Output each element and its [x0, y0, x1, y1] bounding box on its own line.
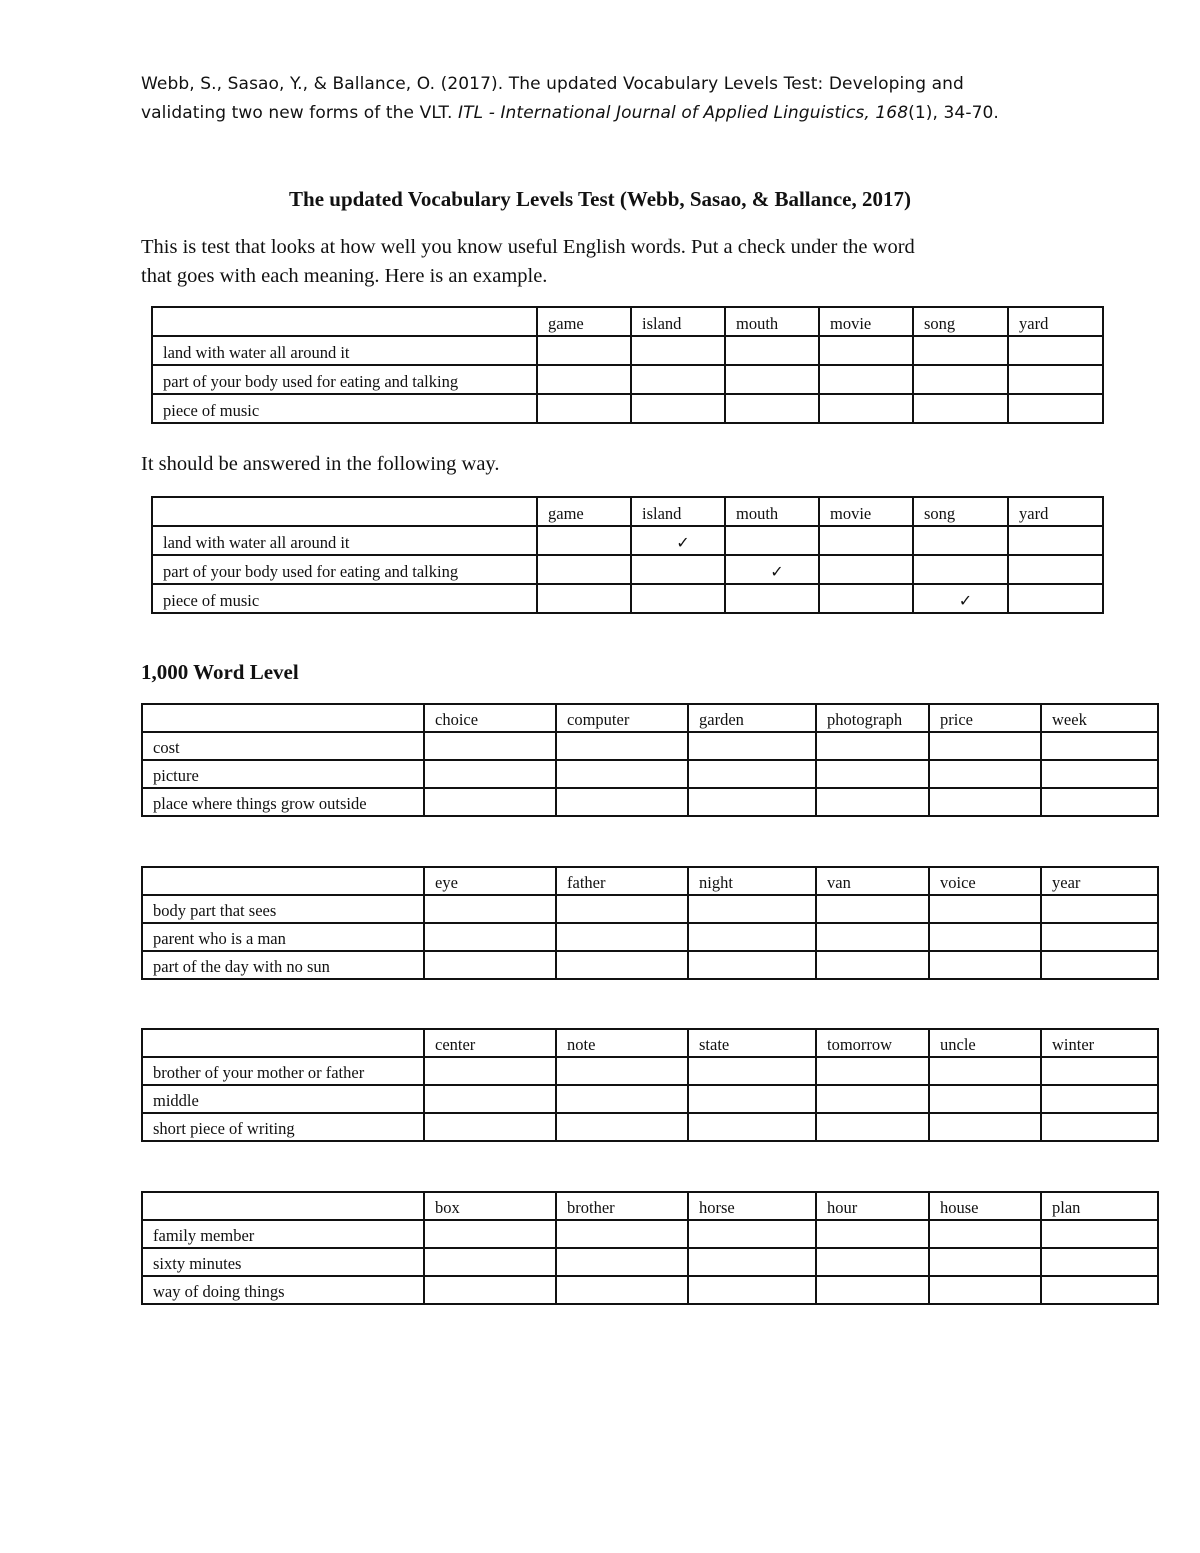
answer-cell[interactable] [816, 788, 929, 816]
meaning-label: middle [142, 1085, 424, 1113]
meaning-row [142, 788, 1158, 816]
word-header: father [556, 867, 688, 895]
meaning-label: place where things grow outside [142, 788, 424, 816]
answer-cell[interactable] [1041, 1057, 1158, 1085]
word-header: plan [1041, 1192, 1158, 1220]
word-header: note [556, 1029, 688, 1057]
meaning-label: parent who is a man [142, 923, 424, 951]
meaning-label: way of doing things [142, 1276, 424, 1304]
answer-cell[interactable] [816, 1113, 929, 1141]
answer-cell[interactable] [1041, 1085, 1158, 1113]
answer-cell[interactable] [816, 951, 929, 979]
answer-cell[interactable] [424, 923, 556, 951]
meaning-row [142, 1276, 1158, 1304]
word-header: movie [819, 497, 913, 526]
citation-prefix: validating two new forms of the VLT. [141, 103, 459, 123]
page-title: The updated Vocabulary Levels Test (Webb, Sasao, & Ballance, 2017) [289, 187, 911, 211]
answer-cell[interactable] [816, 1220, 929, 1248]
meaning-label: short piece of writing [142, 1113, 424, 1141]
instructions-line-1: This is test that looks at how well you know useful English words. Put a check under the word [141, 236, 915, 258]
meaning-row [142, 732, 1158, 760]
answer-cell[interactable] [913, 526, 1008, 555]
citation-line-1: Webb, S., Sasao, Y., & Ballance, O. (2017). The updated Vocabulary Levels Test: Developing and [141, 74, 964, 94]
answer-cell[interactable] [556, 1248, 688, 1276]
answer-cell[interactable] [1041, 760, 1158, 788]
corner-cell [142, 704, 424, 732]
answer-cell[interactable] [537, 394, 631, 423]
word-header: hour [816, 1192, 929, 1220]
word-header: mouth [725, 497, 819, 526]
answer-cell[interactable] [725, 336, 819, 365]
meaning-row [152, 365, 1103, 394]
answer-cell[interactable] [1041, 1220, 1158, 1248]
answer-cell[interactable] [424, 760, 556, 788]
meaning-label: family member [142, 1220, 424, 1248]
answer-cell[interactable] [537, 584, 631, 613]
word-header: night [688, 867, 816, 895]
answer-cell[interactable] [929, 951, 1041, 979]
meaning-row [142, 1248, 1158, 1276]
answer-cell[interactable] [929, 1248, 1041, 1276]
word-header: state [688, 1029, 816, 1057]
answer-cell[interactable] [688, 1085, 816, 1113]
meaning-row [142, 1113, 1158, 1141]
meaning-label: part of your body used for eating and talking [152, 555, 537, 584]
citation-issue: (1), 34-70. [908, 103, 999, 123]
word-header: song [913, 307, 1008, 336]
corner-cell [142, 867, 424, 895]
answer-cell[interactable] [556, 895, 688, 923]
instructions-line-2: that goes with each meaning. Here is an example. [141, 265, 548, 287]
citation-line-2 [141, 99, 1101, 128]
answer-cell[interactable] [1041, 1276, 1158, 1304]
level-heading: 1,000 Word Level [141, 660, 299, 684]
answer-cell[interactable] [819, 584, 913, 613]
meaning-label: sixty minutes [142, 1248, 424, 1276]
meaning-label: land with water all around it [152, 336, 537, 365]
answer-cell[interactable] [725, 584, 819, 613]
meaning-label: part of your body used for eating and talking [152, 365, 537, 394]
answer-cell[interactable] [537, 365, 631, 394]
answer-cell[interactable] [688, 732, 816, 760]
answer-cell[interactable] [556, 788, 688, 816]
answer-cell[interactable] [816, 895, 929, 923]
word-header: van [816, 867, 929, 895]
answer-cell[interactable] [816, 1057, 929, 1085]
answer-cell[interactable] [424, 1276, 556, 1304]
answer-cell[interactable] [725, 394, 819, 423]
corner-cell [152, 307, 537, 336]
answer-cell[interactable] [688, 788, 816, 816]
answer-cell[interactable] [688, 923, 816, 951]
answer-cell[interactable] [556, 923, 688, 951]
answer-cell[interactable] [631, 584, 725, 613]
meaning-label: piece of music [152, 394, 537, 423]
word-header: garden [688, 704, 816, 732]
meaning-row [142, 951, 1158, 979]
answer-cell[interactable] [929, 1113, 1041, 1141]
check-icon[interactable]: ✓ [631, 526, 725, 555]
answer-cell[interactable] [929, 760, 1041, 788]
answer-cell[interactable] [819, 555, 913, 584]
answer-cell[interactable] [1008, 584, 1103, 613]
meaning-row [142, 1057, 1158, 1085]
answer-cell[interactable] [631, 336, 725, 365]
answer-cell[interactable] [537, 336, 631, 365]
word-header: center [424, 1029, 556, 1057]
answer-cell[interactable] [1041, 732, 1158, 760]
word-header: horse [688, 1192, 816, 1220]
meaning-label: part of the day with no sun [142, 951, 424, 979]
answer-cell[interactable] [929, 1057, 1041, 1085]
answer-cell[interactable] [1008, 365, 1103, 394]
corner-cell [142, 1192, 424, 1220]
answer-cell[interactable] [929, 788, 1041, 816]
answer-cell[interactable] [688, 951, 816, 979]
answer-cell[interactable] [1041, 895, 1158, 923]
answer-cell[interactable] [631, 555, 725, 584]
word-header: yard [1008, 307, 1103, 336]
answer-cell[interactable] [1041, 1113, 1158, 1141]
answer-cell[interactable] [929, 1276, 1041, 1304]
example-table [151, 306, 1104, 424]
answer-cell[interactable] [913, 336, 1008, 365]
header-row [142, 1029, 1158, 1057]
answer-cell[interactable] [1041, 951, 1158, 979]
header-row [142, 1192, 1158, 1220]
answer-cell[interactable] [929, 732, 1041, 760]
word-header: eye [424, 867, 556, 895]
cluster-table [141, 703, 1159, 817]
meaning-label: brother of your mother or father [142, 1057, 424, 1085]
word-header: island [631, 497, 725, 526]
meaning-row [142, 1220, 1158, 1248]
answer-cell[interactable] [1008, 336, 1103, 365]
meaning-label: land with water all around it [152, 526, 537, 555]
answer-cell[interactable] [424, 732, 556, 760]
answer-cell[interactable] [424, 1113, 556, 1141]
answer-cell[interactable] [688, 895, 816, 923]
meaning-row [142, 923, 1158, 951]
answer-cell[interactable] [424, 951, 556, 979]
answer-cell[interactable] [556, 1113, 688, 1141]
answer-cell[interactable] [424, 895, 556, 923]
answer-cell[interactable] [424, 1248, 556, 1276]
answer-cell[interactable] [929, 895, 1041, 923]
answer-cell[interactable] [1041, 1248, 1158, 1276]
word-header: tomorrow [816, 1029, 929, 1057]
answer-cell[interactable] [1041, 923, 1158, 951]
meaning-row [142, 895, 1158, 923]
answer-cell[interactable] [688, 1248, 816, 1276]
answer-cell[interactable] [688, 1057, 816, 1085]
answer-cell[interactable] [816, 1248, 929, 1276]
answer-cell[interactable] [688, 1113, 816, 1141]
answered-label: It should be answered in the following way. [141, 453, 500, 475]
answer-cell[interactable] [424, 1057, 556, 1085]
answer-cell[interactable] [929, 1220, 1041, 1248]
answer-cell[interactable] [816, 760, 929, 788]
answer-cell[interactable] [819, 394, 913, 423]
answer-cell[interactable] [929, 923, 1041, 951]
meaning-row [152, 526, 1103, 555]
answer-cell[interactable] [913, 555, 1008, 584]
instructions [141, 233, 1061, 291]
word-header: choice [424, 704, 556, 732]
answer-cell[interactable] [913, 365, 1008, 394]
meaning-label: cost [142, 732, 424, 760]
word-header: island [631, 307, 725, 336]
answer-cell[interactable] [819, 526, 913, 555]
word-header: voice [929, 867, 1041, 895]
word-header: photograph [816, 704, 929, 732]
answer-cell[interactable] [816, 1276, 929, 1304]
word-header: game [537, 497, 631, 526]
word-header: song [913, 497, 1008, 526]
answer-cell[interactable] [424, 1085, 556, 1113]
answer-cell[interactable] [816, 1085, 929, 1113]
answer-cell[interactable] [725, 526, 819, 555]
header-row [142, 704, 1158, 732]
meaning-row [142, 760, 1158, 788]
word-header: uncle [929, 1029, 1041, 1057]
answer-cell[interactable] [556, 1085, 688, 1113]
word-header: year [1041, 867, 1158, 895]
meaning-row [152, 555, 1103, 584]
answer-cell[interactable] [631, 365, 725, 394]
answer-cell[interactable] [556, 732, 688, 760]
answer-cell[interactable] [556, 760, 688, 788]
answer-cell[interactable] [556, 1276, 688, 1304]
check-icon[interactable]: ✓ [725, 555, 819, 584]
answer-cell[interactable] [1008, 555, 1103, 584]
answer-cell[interactable] [556, 1220, 688, 1248]
answer-cell[interactable] [688, 1220, 816, 1248]
meaning-row [152, 584, 1103, 613]
cluster-table [141, 1028, 1159, 1142]
word-header: mouth [725, 307, 819, 336]
citation [141, 70, 1101, 128]
word-header: movie [819, 307, 913, 336]
cluster-table [141, 866, 1159, 980]
word-header: game [537, 307, 631, 336]
meaning-label: picture [142, 760, 424, 788]
answer-cell[interactable] [424, 788, 556, 816]
answered-example-table [151, 496, 1104, 614]
answer-cell[interactable] [537, 526, 631, 555]
word-header: brother [556, 1192, 688, 1220]
word-header: winter [1041, 1029, 1158, 1057]
answer-cell[interactable] [424, 1220, 556, 1248]
answer-cell[interactable] [913, 394, 1008, 423]
word-header: house [929, 1192, 1041, 1220]
answer-cell[interactable] [631, 394, 725, 423]
answer-cell[interactable] [688, 760, 816, 788]
answer-cell[interactable] [688, 1276, 816, 1304]
answer-cell[interactable] [556, 951, 688, 979]
answer-cell[interactable] [725, 365, 819, 394]
answer-cell[interactable] [556, 1057, 688, 1085]
check-icon[interactable]: ✓ [913, 584, 1008, 613]
meaning-label: body part that sees [142, 895, 424, 923]
word-header: computer [556, 704, 688, 732]
corner-cell [152, 497, 537, 526]
word-header: box [424, 1192, 556, 1220]
header-row [142, 867, 1158, 895]
answer-cell[interactable] [819, 336, 913, 365]
citation-journal: ITL - International Journal of Applied Linguistics, 168 [458, 103, 909, 123]
answer-cell[interactable] [816, 732, 929, 760]
corner-cell [142, 1029, 424, 1057]
meaning-row [152, 336, 1103, 365]
answer-cell[interactable] [819, 365, 913, 394]
header-row [152, 307, 1103, 336]
answer-cell[interactable] [1008, 526, 1103, 555]
answer-cell[interactable] [816, 923, 929, 951]
cluster-table [141, 1191, 1159, 1305]
word-header: price [929, 704, 1041, 732]
answer-cell[interactable] [537, 555, 631, 584]
meaning-row [152, 394, 1103, 423]
word-header: week [1041, 704, 1158, 732]
answer-cell[interactable] [1008, 394, 1103, 423]
answer-cell[interactable] [1041, 788, 1158, 816]
answer-cell[interactable] [929, 1085, 1041, 1113]
header-row [152, 497, 1103, 526]
meaning-row [142, 1085, 1158, 1113]
meaning-label: piece of music [152, 584, 537, 613]
word-header: yard [1008, 497, 1103, 526]
